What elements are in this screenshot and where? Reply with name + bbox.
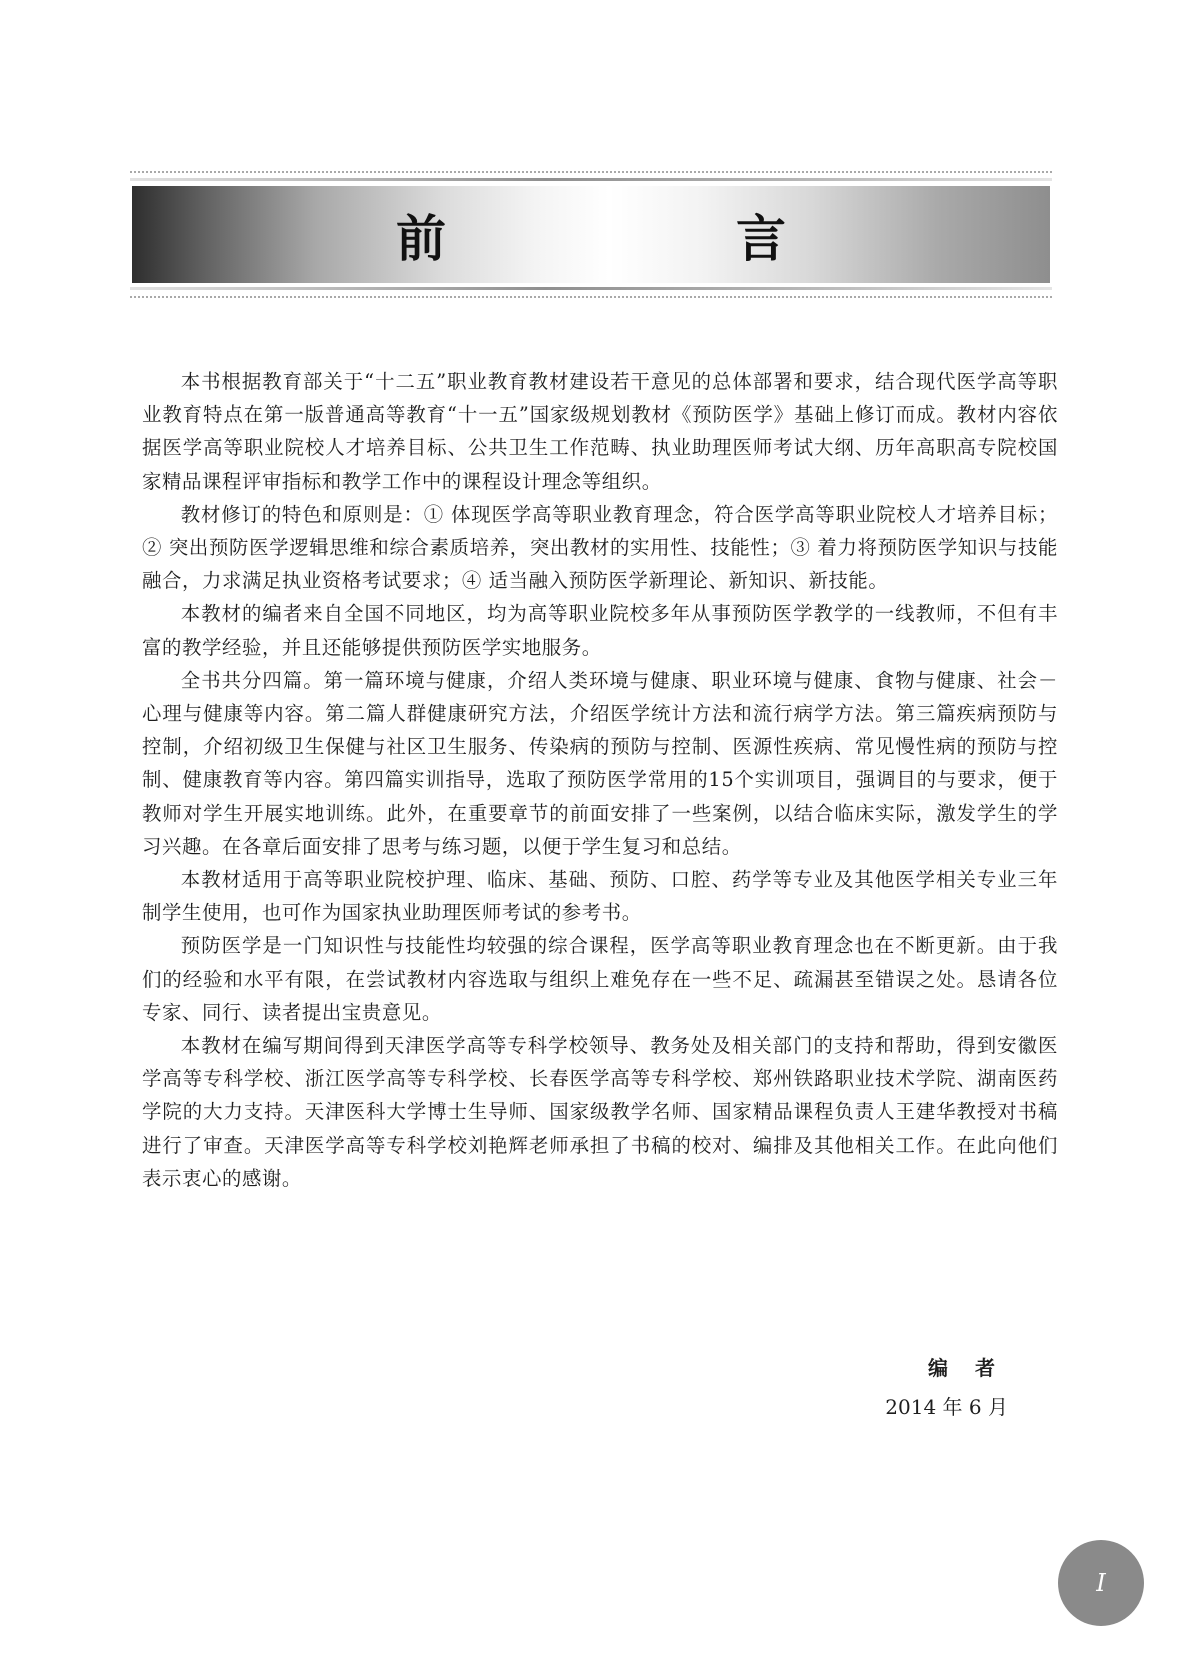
top-dotted-rule <box>130 171 1052 173</box>
paragraph: 本教材的编者来自全国不同地区，均为高等职业院校多年从事预防医学教学的一线教师，不但有丰富的教学经验，并且还能够提供预防医学实地服务。 <box>142 602 1058 659</box>
bottom-solid-rule <box>130 287 1052 290</box>
signature-date: 2014 年 6 月 <box>885 1395 1008 1419</box>
top-solid-rule <box>130 178 1052 181</box>
bottom-dotted-rule <box>130 296 1052 298</box>
title-banner <box>132 186 1050 283</box>
paragraph: 本教材适用于高等职业院校护理、临床、基础、预防、口腔、药学等专业及其他医学相关专业三年制学生使用，也可作为国家执业助理医师考试的参考书。 <box>142 868 1058 925</box>
preface-body <box>142 365 1058 1195</box>
paragraph: 全书共分四篇。第一篇环境与健康，介绍人类环境与健康、职业环境与健康、食物与健康、社会－心理与健康等内容。第二篇人群健康研究方法，介绍医学统计方法和流行病学方法。第三篇疾病预防与控制，介绍初级卫生保健与社区卫生服务、传染病的预防与控制、医源性疾病、常见慢性病的预防与控制、健康教育等内容。第四篇实训指导，选取了预防医学常用的15个实训项目，强调目的与要求，便于教师对学生开展实地训练。此外，在重要章节的前面安排了一些案例，以结合临床实际，激发学生的学习兴趣。在各章后面安排了思考与练习题，以便于学生复习和总结。 <box>142 668 1058 858</box>
author-signature: 编 者 <box>928 1356 1005 1380</box>
signature-block <box>880 1352 1040 1420</box>
paragraph: 本书根据教育部关于“十二五”职业教育教材建设若干意见的总体部署和要求，结合现代医学高等职业教育特点在第一版普通高等教育“十一五”国家级规划教材《预防医学》基础上修订而成。教材内容依据医学高等职业院校人才培养目标、公共卫生工作范畴、执业助理医师考试大纲、历年高职高专院校国家精品课程评审指标和教学工作中的课程设计理念等组织。 <box>142 370 1058 493</box>
paragraph: 教材修订的特色和原则是：① 体现医学高等职业教育理念，符合医学高等职业院校人才培养目标；② 突出预防医学逻辑思维和综合素质培养，突出教材的实用性、技能性；③ 着力将预防医学知识与技能融合，力求满足执业资格考试要求；④ 适当融入预防医学新理论、新知识、新技能。 <box>142 502 1058 593</box>
page-title: 前 言 <box>396 209 906 268</box>
paragraph: 本教材在编写期间得到天津医学高等专科学校领导、教务处及相关部门的支持和帮助，得到安徽医学高等专科学校、浙江医学高等专科学校、长春医学高等专科学校、郑州铁路职业技术学院、湖南医药学院的大力支持。天津医科大学博士生导师、国家级教学名师、国家精品课程负责人王建华教授对书稿进行了审查。天津医学高等专科学校刘艳辉老师承担了书稿的校对、编排及其他相关工作。在此向他们表示衷心的感谢。 <box>142 1034 1058 1190</box>
page-number-badge <box>1058 1540 1144 1626</box>
page-number: I <box>1096 1569 1106 1597</box>
paragraph: 预防医学是一门知识性与技能性均较强的综合课程，医学高等职业教育理念也在不断更新。由于我们的经验和水平有限，在尝试教材内容选取与组织上难免存在一些不足、疏漏甚至错误之处。恳请各位专家、同行、读者提出宝贵意见。 <box>142 934 1058 1024</box>
